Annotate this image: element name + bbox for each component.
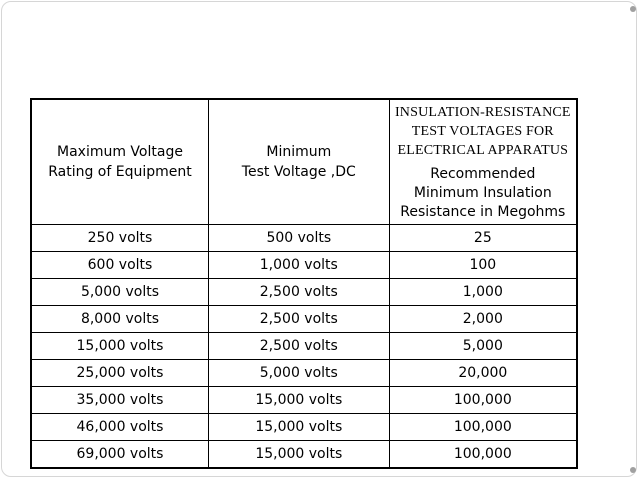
max-voltage-cell: 25,000 volts [31, 360, 208, 387]
header-text: Minimum [266, 144, 332, 160]
table-title [390, 103, 576, 160]
resistance-cell: 100,000 [389, 414, 577, 441]
corner-dot-icon [630, 6, 636, 12]
title-line: TEST VOLTAGES FOR [411, 123, 554, 139]
header-text: Test Voltage ,DC [241, 164, 356, 180]
table-row [31, 279, 577, 306]
resistance-cell: 2,000 [389, 306, 577, 333]
test-voltage-cell: 2,500 volts [208, 306, 389, 333]
table-row [31, 387, 577, 414]
header-min-resistance [389, 99, 577, 225]
test-voltage-cell: 15,000 volts [208, 414, 389, 441]
test-voltage-cell: 15,000 volts [208, 441, 389, 469]
test-voltage-cell: 500 volts [208, 225, 389, 252]
header-max-voltage [31, 99, 208, 225]
test-voltage-cell: 1,000 volts [208, 252, 389, 279]
header-text: Maximum Voltage [57, 144, 183, 160]
max-voltage-cell: 250 volts [31, 225, 208, 252]
table-row [31, 252, 577, 279]
insulation-resistance-table [30, 98, 578, 469]
title-line: ELECTRICAL APPARATUS [397, 142, 569, 158]
max-voltage-cell: 46,000 volts [31, 414, 208, 441]
resistance-cell: 5,000 [389, 333, 577, 360]
table-row [31, 225, 577, 252]
max-voltage-cell: 600 volts [31, 252, 208, 279]
table-row [31, 414, 577, 441]
resistance-cell: 1,000 [389, 279, 577, 306]
header-min-test-voltage [208, 99, 389, 225]
test-voltage-cell: 2,500 volts [208, 279, 389, 306]
title-line: INSULATION-RESISTANCE [394, 104, 571, 120]
max-voltage-cell: 8,000 volts [31, 306, 208, 333]
max-voltage-cell: 35,000 volts [31, 387, 208, 414]
test-voltage-cell: 15,000 volts [208, 387, 389, 414]
table-row [31, 333, 577, 360]
header-text: Resistance in Megohms [400, 203, 566, 220]
table-row [31, 441, 577, 469]
resistance-cell: 100,000 [389, 441, 577, 469]
resistance-subheader [390, 165, 576, 222]
max-voltage-cell: 5,000 volts [31, 279, 208, 306]
header-text: Rating of Equipment [48, 164, 192, 180]
table-row [31, 306, 577, 333]
max-voltage-cell: 15,000 volts [31, 333, 208, 360]
header-row [31, 99, 577, 225]
resistance-cell: 20,000 [389, 360, 577, 387]
resistance-cell: 100 [389, 252, 577, 279]
test-voltage-cell: 2,500 volts [208, 333, 389, 360]
corner-dot-icon [630, 467, 636, 473]
resistance-cell: 25 [389, 225, 577, 252]
max-voltage-cell: 69,000 volts [31, 441, 208, 469]
table-row [31, 360, 577, 387]
resistance-cell: 100,000 [389, 387, 577, 414]
header-text: Minimum Insulation [413, 184, 552, 201]
header-text: Recommended [430, 165, 536, 182]
test-voltage-cell: 5,000 volts [208, 360, 389, 387]
